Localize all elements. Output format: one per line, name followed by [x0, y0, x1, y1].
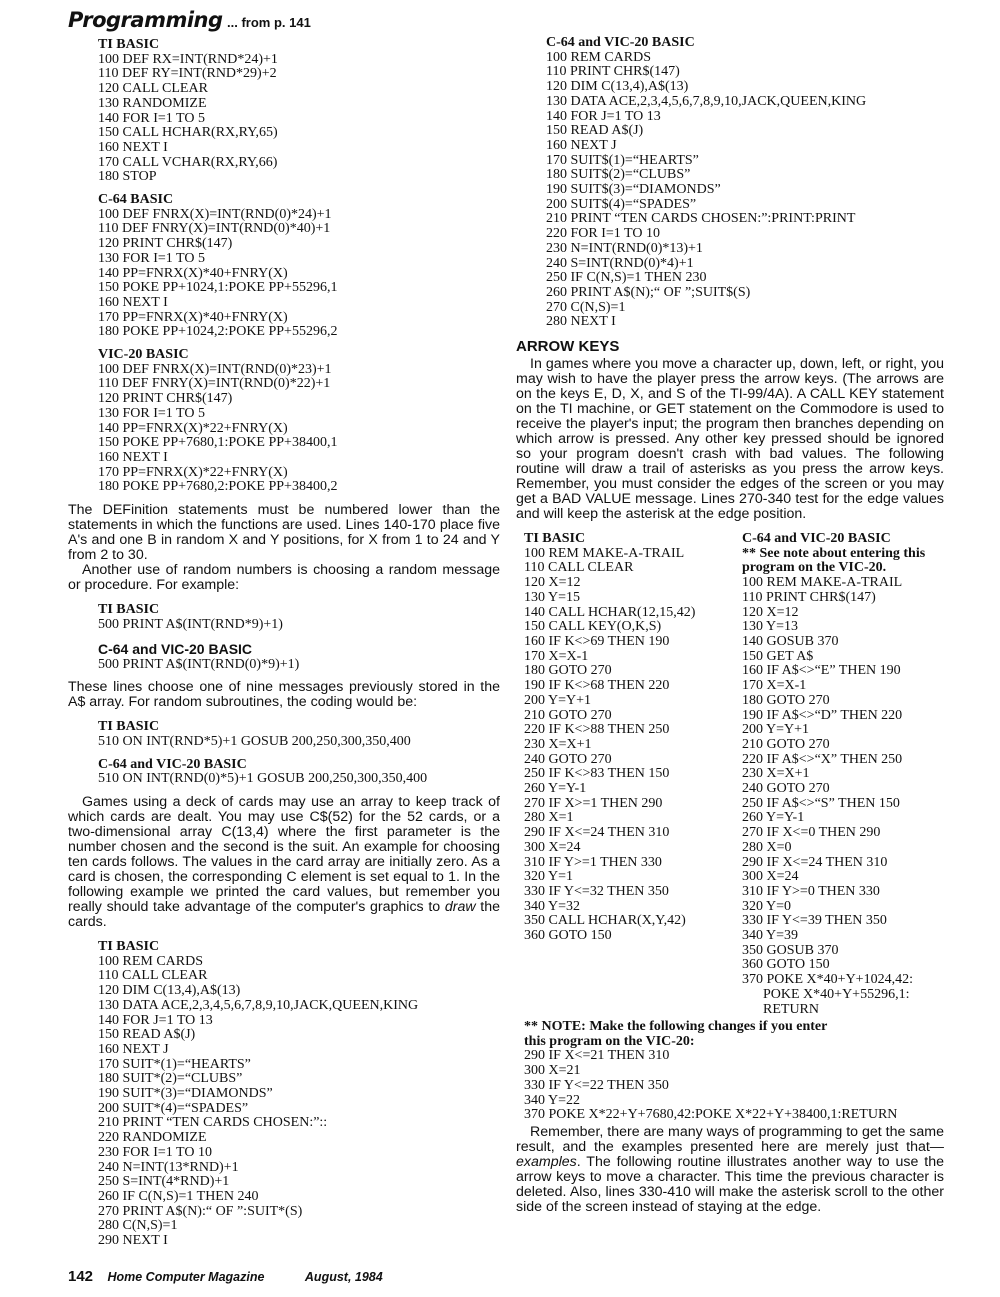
paragraph-random-messages: Another use of random numbers is choosing a random message or procedure. For example:: [68, 562, 500, 594]
ti-random-listing: [68, 38, 500, 185]
page-footer: [68, 1268, 383, 1286]
code-label: TI BASIC: [98, 719, 160, 735]
emphasis-text: examples: [516, 1153, 577, 1170]
paragraph-closing: [516, 1125, 944, 1215]
code-body: 100 REM CARDS 110 PRINT CHR$(147) 120 DIM C(13,4),A$(13) 130 DATA ACE,2,3,4,5,6,7,8,9,10,JACK,QUEEN,KING 140 FOR J=1 TO 13 150 READ A$(J) 160 NEXT J 170 SUIT$(1)=“HEARTS” 180 SUIT$(2)=“CLUBS” 190 SUIT$(3)=“DIAMONDS” 200 SUIT$(4)=“SPADES” 210 PRINT “TEN CARDS CHOSEN:”:PRINT:PRINT 220 FOR I=1 TO 10 230 N=INT(RND(0)*13)+1 240 S=INT(RND(0)*4)+1 250 IF C(N,S)=1 THEN 230 260 PRINT A$(N);“ OF ”;SUIT$(S) 270 C(N,S)=1 280 NEXT I: [546, 49, 867, 330]
code-body: 100 REM CARDS 110 CALL CLEAR 120 DIM C(13,4),A$(13) 130 DATA ACE,2,3,4,5,6,7,8,9,10,JACK,QUEEN,KING 140 FOR J=1 TO 13 150 READ A$(J) 160 NEXT J 170 SUIT*(1)=“HEARTS” 180 SUIT*(2)=“CLUBS” 190 SUIT*(3)=“DIAMONDS” 200 SUIT*(4)=“SPADES” 210 PRINT “TEN CARDS CHOSEN:”:: 220 RANDOMIZE 230 FOR I=1 TO 10 240 N=INT(13*RND)+1 250 S=INT(4*RND)+1 260 IF C(N,S)=1 THEN 240 270 PRINT A$(N):“ OF ”:SUIT*(S) 280 C(N,S)=1 290 NEXT I: [98, 953, 419, 1249]
code-label: VIC-20 BASIC: [98, 347, 189, 363]
code-label: C-64 BASIC: [98, 192, 174, 208]
code-body: 100 DEF RX=INT(RND*24)+1 110 DEF RY=INT(RND*29)+2 120 CALL CLEAR 130 RANDOMIZE 140 FOR I=1 TO 5 150 CALL HCHAR(RX,RY,65) 160 NEXT I 170 CALL VCHAR(RX,RY,66) 180 STOP: [98, 51, 278, 185]
code-label: C-64 and VIC-20 BASIC: [742, 531, 891, 547]
paragraph-arrow-keys: In games where you move a character up, down, left, or right, you may wish to have the player press the arrow keys. (The arrows are on the keys E, D, X, and S of the TI-99/4A). A CALL KEY statement on the TI machine, or GET statement on the Commodore is used to receive the player's input; the program then branches depending on which arrow is pressed. Any other key pressed should be ignored so your program doesn't crash with bad values. The following routine will draw a trail of asterisks as you press the arrow keys. Remember, you must consider the edges of the screen or you may get a BAD VALUE message. Lines 270-340 test for the edge values and will keep the asterisk at the edge position.: [516, 356, 944, 523]
trail-listings: [516, 532, 944, 1020]
code-label: TI BASIC: [98, 939, 160, 955]
ti-message-listing: [68, 603, 500, 632]
ti-cards-listing: [68, 940, 500, 1249]
code-label: TI BASIC: [98, 37, 160, 52]
code-body: 510 ON INT(RND(0)*5)+1 GOSUB 200,250,300,350,400: [98, 771, 428, 787]
paragraph-cards: [68, 795, 500, 930]
paragraph-definitions: The DEFinition statements must be numbered lower than the statements in which the functions are used. Lines 140-170 place five A's and one B in random X and Y positions, for X from 1 to 24 and Y from 2 to 30.: [68, 502, 500, 564]
vic20-note: [516, 1020, 944, 1123]
right-column: [516, 36, 944, 1225]
paragraph-text: . The following routine illustrates another way to use the arrow keys to move a character. This time the previous character is deleted. Also, lines 330-410 will make the asterisk scroll to the other side of the screen instead of staying at the edge.: [516, 1153, 944, 1215]
code-body: 510 ON INT(RND*5)+1 GOSUB 200,250,300,350,400: [98, 733, 411, 749]
c64-subroutine-listing: [68, 758, 500, 787]
c64-cards-listing: [516, 36, 944, 330]
paragraph-text: Games using a deck of cards may use an array to keep track of which cards are dealt. You may use C$(52) for the 52 cards, or a two-dimensional array C(13,4) where the first parameter is the number chosen and the second is the suit. An example for choosing ten cards follows. The values in the card array are initially zero. As a card is chosen, the corresponding C element is set equal to 1. In the following example we printed the card values, but remember you really should take advantage of the computer's graphics to: [68, 794, 500, 916]
paragraph-text: Remember, there are many ways of programming to get the same result, and the examples presented here are merely just that—: [516, 1123, 944, 1155]
code-note: ** See note about entering this program on the VIC-20.: [742, 545, 926, 576]
c64-trail-listing: [734, 532, 949, 1017]
issue-date: August, 1984: [304, 1270, 383, 1284]
ti-trail-column: [516, 532, 726, 952]
code-label: C-64 and VIC-20 BASIC: [98, 756, 247, 772]
note-label: ** NOTE: Make the following changes if you enter this program on the VIC-20:: [524, 1019, 828, 1049]
section-heading: ARROW KEYS: [516, 338, 620, 356]
c64-message-listing: 500 PRINT A$(INT(RND(0)*9)+1): [98, 656, 300, 672]
header-from: ... from p. 141: [227, 15, 311, 30]
code-body: 500 PRINT A$(INT(RND*9)+1): [98, 616, 283, 632]
page-header: [68, 8, 500, 32]
header-title: Programming: [68, 8, 223, 32]
magazine-name: Home Computer Magazine: [107, 1270, 265, 1284]
note-code: 290 IF X<=21 THEN 310 300 X=21 330 IF Y<=22 THEN 350 340 Y=22 370 POKE X*22+Y+7680,42:POKE X*22+Y+38400,1:RETURN: [524, 1048, 898, 1123]
left-column: [68, 8, 500, 1257]
emphasis-text: draw: [444, 899, 476, 916]
page-number: 142: [68, 1268, 94, 1285]
code-body: 100 DEF FNRX(X)=INT(RND(0)*23)+1 110 DEF FNRY(X)=INT(RND(0)*22)+1 120 PRINT CHR$(147) 130 FOR I=1 TO 5 140 PP=FNRX(X)*22+FNRY(X) 150 POKE PP+7680,1:POKE PP+38400,1 160 NEXT I 170 PP=FNRX(X)*22+FNRY(X) 180 POKE PP+7680,2:POKE PP+38400,2: [98, 361, 338, 495]
code-label: TI BASIC: [524, 531, 586, 547]
c64-trail-column: [734, 532, 949, 1025]
ti-trail-listing: [516, 532, 726, 944]
code-label: C-64 and VIC-20 BASIC: [546, 35, 695, 50]
code-body: 100 REM MAKE-A-TRAIL 110 CALL CLEAR 120 X=12 130 Y=15 140 CALL HCHAR(12,15,42) 150 CALL KEY(O,K,S) 160 IF K<>69 THEN 190 170 X=X-1 180 GOTO 270 190 IF K<>68 THEN 220 200 Y=Y+1 210 GOTO 270 220 IF K<>88 THEN 250 230 X=X+1 240 GOTO 270 250 IF K<>83 THEN 150 260 Y=Y-1 270 IF X>=1 THEN 290 280 X=1 290 IF X<=24 THEN 310 300 X=24 310 IF Y>=1 THEN 330 320 Y=1 330 IF Y<=32 THEN 350 340 Y=32 350 CALL HCHAR(X,Y,42) 360 GOTO 150: [524, 545, 696, 944]
code-body: 100 DEF FNRX(X)=INT(RND(0)*24)+1 110 DEF FNRY(X)=INT(RND(0)*40)+1 120 PRINT CHR$(147) 130 FOR I=1 TO 5 140 PP=FNRX(X)*40+FNRY(X) 150 POKE PP+1024,1:POKE PP+55296,1 160 NEXT I 170 PP=FNRX(X)*40+FNRY(X) 180 POKE PP+1024,2:POKE PP+55296,2: [98, 206, 338, 340]
paragraph-subroutines: These lines choose one of nine messages previously stored in the A$ array. For random subroutines, the coding would be:: [68, 679, 500, 711]
c64-random-listing: [68, 193, 500, 340]
code-label: C-64 and VIC-20 BASIC: [98, 640, 253, 657]
code-label: TI BASIC: [98, 602, 160, 618]
vic20-random-listing: [68, 348, 500, 495]
ti-subroutine-listing: [68, 720, 500, 749]
paragraph-text: the cards.: [68, 899, 500, 931]
code-body: 100 REM MAKE-A-TRAIL 110 PRINT CHR$(147) 120 X=12 130 Y=13 140 GOSUB 370 150 GET A$ 160 IF A$<>“E” THEN 190 170 X=X-1 180 GOTO 270 190 IF A$<>“D” THEN 220 200 Y=Y+1 210 GOTO 270 220 IF A$<>“X” THEN 250 230 X=X+1 240 GOTO 270 250 IF A$<>“S” THEN 150 260 Y=Y-1 270 IF X<=0 THEN 290 280 X=0 290 IF X<=24 THEN 310 300 X=24 310 IF Y>=0 THEN 330 320 Y=0 330 IF Y<=39 THEN 350 340 Y=39 350 GOSUB 370 360 GOTO 150 370 POKE X*40+Y+1024,42: POKE X*40+Y+55296,1: RETURN: [742, 575, 913, 1017]
